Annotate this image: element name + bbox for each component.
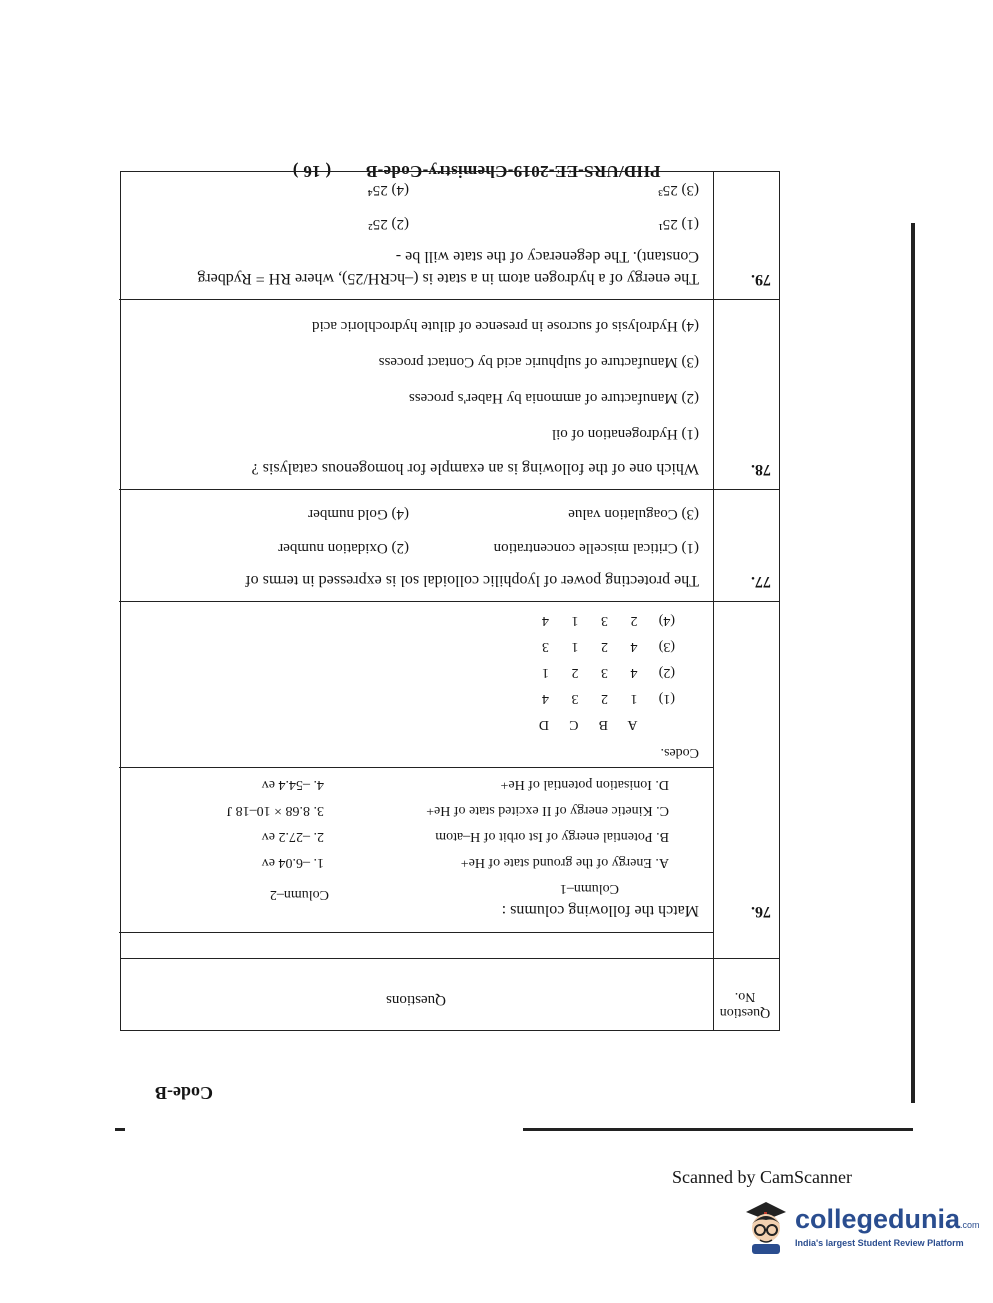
option-77-1: (1) Critical miscelle concentration <box>493 540 699 556</box>
scan-edge-line <box>523 1128 913 1131</box>
header-question-no: Question No. <box>719 989 771 1020</box>
table-header-row <box>121 958 779 1030</box>
code-value: 3 <box>601 665 608 680</box>
scan-edge-mark <box>115 1128 125 1131</box>
code-value: 1 <box>571 613 579 628</box>
code-option-label: (1) <box>658 691 675 706</box>
codes-head-row <box>523 716 675 732</box>
question-text-79: The energy of a hydrogen atom in a state is (–hcRH/25), where RH = Rydberg <box>197 270 699 287</box>
page-number: ( 16 ) <box>292 162 332 181</box>
option-79-1: (1) 25¹ <box>658 216 699 232</box>
code-option-row <box>523 612 675 628</box>
logo-word: collegedunia <box>795 1204 961 1234</box>
code-value: 2 <box>601 691 608 706</box>
code-option-row <box>523 638 675 654</box>
code-value: 4 <box>542 691 549 706</box>
code-value: 3 <box>601 613 608 628</box>
scan-edge-line <box>911 223 915 1103</box>
code-value: 4 <box>630 665 638 680</box>
question-divider <box>119 299 779 300</box>
option-78-2: (2) Manufacture of ammonia by Haber's process <box>408 390 699 406</box>
code-value: 1 <box>571 639 579 654</box>
column1-item: B. Potential energy of Ist orbit of H–atom <box>435 829 669 844</box>
question-divider <box>119 601 779 602</box>
column1-item: C. Kinetic energy of II excited state of He+ <box>426 803 669 818</box>
question-text-77: The protecting power of lyophilic colloidal sol is expressed in terms of <box>245 572 699 589</box>
code-option-row <box>523 664 675 680</box>
code-value: 3 <box>542 639 549 654</box>
logo-tagline: India's largest Student Review Platform <box>795 1238 964 1248</box>
code-value: 4 <box>542 613 549 628</box>
column2-item: 4. –54.4 ev <box>261 777 324 792</box>
code-value: 2 <box>571 665 579 680</box>
option-77-2: (2) Oxidation number <box>278 540 409 556</box>
question-table <box>120 171 780 1031</box>
column2-item: 3. 8.68 × 10–18 J <box>226 803 324 818</box>
mascot-icon <box>740 1198 792 1256</box>
question-text-79-line2: Constant). The degeneracy of the state will be - <box>395 248 699 265</box>
option-78-3: (3) Manufacture of sulphuric acid by Contact process <box>378 354 699 370</box>
option-77-3: (3) Coagulation value <box>568 506 699 522</box>
logo-wordmark <box>795 1204 980 1235</box>
codes-head: D <box>538 717 549 732</box>
scanned-by-text: Scanned by CamScanner <box>672 1167 852 1187</box>
question-number-78: 78. <box>751 461 771 478</box>
code-label: Code-B <box>155 1083 213 1103</box>
table-spacer-row <box>119 932 713 958</box>
code-option-label: (2) <box>658 665 675 680</box>
collegedunia-logo <box>740 1198 980 1258</box>
question-number-77: 77. <box>751 573 771 590</box>
code-value: 2 <box>601 639 608 654</box>
option-78-4: (4) Hydrolysis of sucrose in presence of dilute hydrochloric acid <box>312 318 699 334</box>
code-option-label: (3) <box>658 639 675 654</box>
logo-com: .com <box>960 1220 980 1230</box>
column2-item: 1. –6.04 ev <box>261 855 324 870</box>
option-78-1: (1) Hydrogenation of oil <box>551 426 699 442</box>
column1-item: A. Energy of the ground state of He+ <box>460 855 669 870</box>
option-77-4: (4) Gold number <box>308 506 409 522</box>
header-text: PHD/URS-EE-2019-Chemistry-Code-B <box>365 162 661 181</box>
question-divider <box>119 489 779 490</box>
column1-item: D. Ionisation potential of He+ <box>500 777 669 792</box>
column2-title: Column–2 <box>269 887 329 902</box>
option-79-3: (3) 25³ <box>658 182 699 198</box>
question-number-76: 76. <box>751 903 771 920</box>
code-value: 2 <box>630 613 638 628</box>
question-text-78: Which one of the following is an example for homogenous catalysis ? <box>251 460 699 477</box>
match-table-divider <box>119 767 713 768</box>
code-value: 1 <box>542 665 549 680</box>
header-questions: Questions <box>386 992 446 1008</box>
column1-title: Column–1 <box>559 881 619 896</box>
column2-item: 2. –27.2 ev <box>261 829 324 844</box>
codes-head: C <box>569 717 579 732</box>
code-option-label: (4) <box>658 613 675 628</box>
question-number-79: 79. <box>751 271 771 288</box>
option-79-4: (4) 25⁴ <box>367 182 409 198</box>
codes-head: B <box>598 717 608 732</box>
code-option-row <box>523 690 675 706</box>
codes-head: A <box>627 717 638 732</box>
code-value: 4 <box>630 639 638 654</box>
code-value: 3 <box>571 691 579 706</box>
code-value: 1 <box>630 691 638 706</box>
question-text-76: Match the following columns : <box>501 902 699 919</box>
codes-label: Codes. <box>660 745 699 760</box>
option-79-2: (2) 25² <box>368 216 409 232</box>
